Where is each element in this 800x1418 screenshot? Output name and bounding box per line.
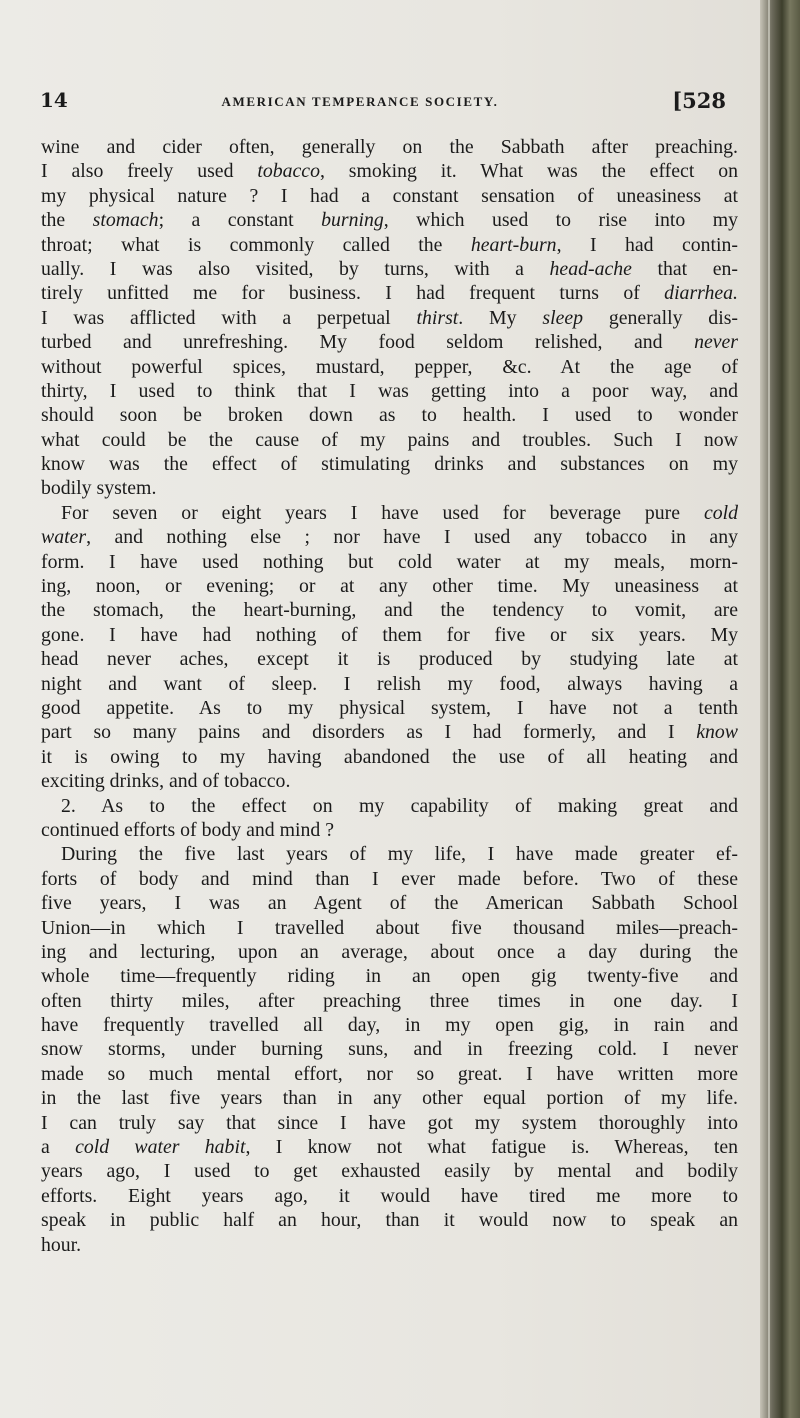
text-line (41, 1159, 738, 1183)
body-text (41, 135, 738, 1257)
text-segment: , I know not what fatigue is. Whereas, ten (245, 1136, 739, 1159)
italic-text: stomach (92, 209, 159, 232)
italic-text: heart-burn (470, 233, 557, 256)
text-segment: gone. I have had nothing of them for five or six years. My (41, 623, 738, 646)
text-segment: throat; what is commonly called the (41, 233, 471, 256)
text-segment: whole time—frequently riding in an open gig twenty-five and (41, 965, 738, 988)
text-segment: that en- (631, 257, 738, 280)
text-line (41, 476, 738, 500)
text-segment: years ago, I used to get exhausted easily by mental and bodily (41, 1160, 738, 1183)
text-segment: . My (458, 306, 543, 329)
text-segment: ing, noon, or evening; or at any other time. My uneasiness at (41, 575, 738, 598)
italic-text: diarrhea. (664, 282, 738, 305)
text-segment: tirely unfitted me for business. I had frequent turns of (41, 282, 665, 305)
text-segment: During the five last years of my life, I have made greater ef- (61, 843, 738, 866)
text-segment: thirty, I used to think that I was getting into a poor way, and (41, 379, 738, 402)
text-segment: what could be the cause of my pains and troubles. Such I now (41, 428, 738, 451)
page-header (40, 88, 740, 116)
text-segment: often thirty miles, after preaching three times in one day. I (41, 989, 738, 1012)
text-line (41, 1086, 738, 1110)
text-segment: without powerful spices, mustard, pepper, &c. At the age of (41, 355, 738, 378)
text-segment: speak in public half an hour, than it would now to speak an (41, 1209, 738, 1232)
text-line (41, 379, 738, 403)
text-line (41, 842, 738, 866)
italic-text: water (41, 526, 87, 549)
text-line (41, 1013, 738, 1037)
text-line (41, 159, 738, 183)
text-line (41, 964, 738, 988)
italic-text: never (694, 331, 738, 354)
text-segment: made so much mental effort, nor so great. I have written more (41, 1062, 738, 1085)
text-segment: 2. As to the effect on my capability of making great and (61, 794, 738, 817)
text-segment: For seven or eight years I have used for beverage pure (61, 501, 704, 524)
text-segment: wine and cider often, generally on the Sabbath after preaching. (41, 136, 738, 158)
text-segment: the (41, 209, 93, 232)
text-line (41, 233, 738, 257)
text-line (41, 696, 738, 720)
italic-text: tobacco (257, 160, 320, 183)
text-line (41, 672, 738, 696)
text-line (41, 403, 738, 427)
text-segment: , I had contin- (556, 233, 738, 256)
text-segment: generally dis- (583, 306, 738, 329)
text-line (41, 1184, 738, 1208)
text-line (41, 891, 738, 915)
text-line (41, 550, 738, 574)
text-line (41, 1233, 738, 1257)
text-segment: night and want of sleep. I relish my food, always having a (41, 672, 738, 695)
text-segment: , and nothing else ; nor have I used any tobacco in any (86, 526, 738, 549)
italic-text: head-ache (549, 257, 632, 280)
text-line (41, 574, 738, 598)
text-line (41, 306, 738, 330)
text-segment: the stomach, the heart-burning, and the tendency to vomit, are (41, 599, 738, 622)
text-segment: my physical nature ? I had a constant sensation of uneasiness at (41, 184, 738, 207)
text-segment: ually. I was also visited, by turns, with a (41, 257, 550, 280)
text-line (41, 281, 738, 305)
text-line (41, 989, 738, 1013)
text-line (41, 1111, 738, 1135)
text-line (41, 525, 738, 549)
text-line (41, 916, 738, 940)
text-line (41, 428, 738, 452)
text-line (41, 501, 738, 525)
text-segment: bodily system. (41, 477, 157, 500)
text-segment: I can truly say that since I have got my system thoroughly into (41, 1111, 738, 1134)
text-segment: , which used to rise into my (383, 209, 738, 232)
italic-text: cold water habit (75, 1136, 246, 1159)
text-line (41, 257, 738, 281)
text-line (41, 1208, 738, 1232)
text-line (41, 1135, 738, 1159)
text-line (41, 647, 738, 671)
text-segment: ing and lecturing, upon an average, about once a day during the (41, 940, 738, 963)
text-line (41, 794, 738, 818)
text-segment: efforts. Eight years ago, it would have tired me more to (41, 1184, 738, 1207)
text-segment: head never aches, except it is produced by studying late at (41, 648, 738, 671)
text-segment: Union—in which I travelled about five thousand miles—preach- (41, 916, 738, 939)
text-segment: good appetite. As to my physical system, I have not a tenth (41, 696, 738, 719)
text-line (41, 940, 738, 964)
text-line (41, 355, 738, 379)
italic-text: burning (321, 209, 384, 232)
italic-text: sleep (542, 306, 584, 329)
bracket-page-reference: [528 (672, 88, 726, 113)
italic-text: cold (703, 501, 738, 524)
text-segment: exciting drinks, and of tobacco. (41, 770, 291, 793)
text-segment: know was the effect of stimulating drinks and substances on my (41, 453, 738, 476)
text-line (41, 745, 738, 769)
text-line (41, 1037, 738, 1061)
text-segment: in the last five years than in any other equal portion of my life. (41, 1087, 738, 1110)
text-line (41, 769, 738, 793)
italic-text: thirst (416, 306, 459, 329)
text-segment: forts of body and mind than I ever made before. Two of these (41, 867, 738, 890)
text-line (41, 598, 738, 622)
text-segment: have frequently travelled all day, in my open gig, in rain and (41, 1014, 738, 1037)
text-segment: turbed and unrefreshing. My food seldom relished, and (41, 331, 695, 354)
text-line (41, 208, 738, 232)
text-segment: I also freely used (41, 160, 258, 183)
book-spine-edge (760, 0, 800, 1418)
text-line (41, 184, 738, 208)
text-line (41, 818, 738, 842)
text-line (41, 623, 738, 647)
text-segment: continued efforts of body and mind ? (41, 818, 334, 841)
running-head: AMERICAN TEMPERANCE SOCIETY. (221, 94, 499, 109)
text-segment: , smoking it. What was the effect on (319, 160, 738, 183)
text-line (41, 867, 738, 891)
text-line (41, 452, 738, 476)
text-segment: I was afflicted with a perpetual (41, 306, 417, 329)
text-line (41, 135, 738, 159)
text-line (41, 1062, 738, 1086)
text-segment: a (41, 1136, 76, 1159)
text-line (41, 330, 738, 354)
text-segment: hour. (41, 1233, 82, 1256)
text-segment: ; a constant (158, 209, 322, 232)
text-line (41, 720, 738, 744)
text-segment: it is owing to my having abandoned the use of all heating and (41, 745, 738, 768)
page-number: 14 (40, 88, 68, 112)
text-segment: part so many pains and disorders as I had formerly, and I (41, 721, 697, 744)
text-segment: five years, I was an Agent of the American Sabbath School (41, 892, 738, 915)
italic-text: know (696, 721, 738, 744)
text-segment: form. I have used nothing but cold water at my meals, morn- (41, 550, 738, 573)
text-segment: snow storms, under burning suns, and in freezing cold. I never (41, 1038, 738, 1061)
text-segment: should soon be broken down as to health. I used to wonder (41, 404, 738, 427)
